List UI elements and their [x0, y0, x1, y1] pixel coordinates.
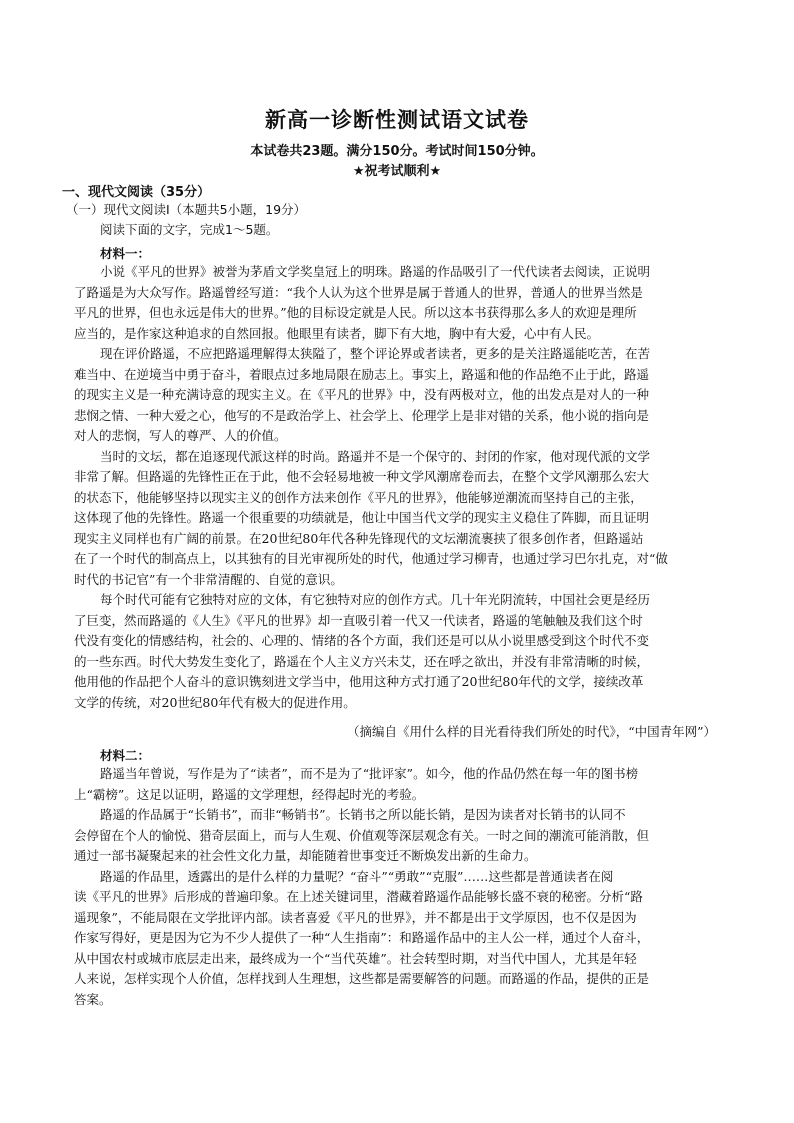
text-line: 作家写得好，更是因为它为不少人提供了一种“人生指南”：和路遥作品中的主人公一样，通过个人奋斗， — [74, 930, 650, 945]
text-line: 代没有变化的情感结构，社会的、心理的、情绪的各个方面，我们还是可以从小说里感受到这个时代不变 — [74, 633, 650, 648]
text-line: 答案。 — [74, 991, 112, 1007]
text-line: 他用他的作品把个人奋斗的意识镌刻进文学当中，他用这种方式打通了20世纪80年代的文学，接续改革 — [74, 674, 644, 689]
text-line: 在了一个时代的制高点上，以其独有的目光审视所处的时代，他通过学习柳青，也通过学习巴尔扎克，对“做 — [74, 551, 668, 566]
text-line: 小说《平凡的世界》被誉为茅盾文学奖皇冠上的明珠。路遥的作品吸引了一代代读者去阅读，正说明 — [100, 264, 651, 279]
text-line: 的一些东西。时代大势发生变化了，路遥在个人主义方兴未艾，还在呼之欲出，并没有非常清晰的时候， — [74, 653, 650, 669]
text-line: 通过一部书凝聚起来的社会性文化力量，却能随着世事变迁不断焕发出新的生命力。 — [74, 848, 537, 863]
text-line: 的状态下，他能够坚持以现实主义的创作方法来创作《平凡的世界》，他能够逆潮流而坚持自己的主张， — [74, 489, 643, 505]
text-line: 遥现象”，不能局限在文学批评内部。读者喜爱《平凡的世界》，并不都是出于文学原因，也不仅是因为 — [74, 909, 637, 925]
text-line: 人来说，怎样实现个人价值，怎样找到人生理想，这些都是需要解答的问题。而路遥的作品，提供的正是 — [74, 971, 650, 986]
text-line: 每个时代可能有它独特对应的文体，有它独特对应的创作方式。几十年光阴流转，中国社会更是经历 — [100, 592, 651, 607]
text-line: 上“霸榜”。这足以证明，路遥的文学理想，经得起时光的考验。 — [74, 786, 425, 802]
text-line: 会停留在个人的愉悦、猎奇层面上，而与人生观、价值观等深层观念有关。一时之间的潮流可能消散，但 — [74, 827, 650, 843]
subsection-heading: （一）现代文阅读Ⅰ（本题共5小题，19分） — [66, 202, 307, 217]
text-line: 应当的，是作家这种追求的自然回报。他眼里有读者，脚下有大地，胸中有大爱，心中有人民。 — [74, 325, 600, 341]
text-line: 文学的传统，对20世纪80年代有极大的促进作用。 — [74, 694, 356, 710]
text-line: 了路遥是为大众写作。路遥曾经写道：“我个人认为这个世界是属于普通人的世界，普通人的世界当然是 — [74, 284, 643, 300]
text-line: 路遥的作品里，透露出的是什么样的力量呢？“奋斗”“勇敢”“克服”……这些都是普通读者在阅 — [100, 868, 614, 884]
material-two-label: 材料二： — [100, 748, 151, 763]
text-line: 这体现了他的先锋性。路遥一个很重要的功绩就是，他让中国当代文学的现实主义稳住了阵脚，而且证明 — [74, 510, 650, 525]
text-line: 现实主义同样也有广阔的前景。在20世纪80年代各种先锋现代的文坛潮流裹挟了很多创作者，但路遥站 — [74, 530, 644, 546]
text-line: 读《平凡的世界》后形成的普遍印象。在上述关键词里，潜藏着路遥作品能够长盛不衰的秘密。分析“路 — [74, 889, 643, 904]
instruction: 阅读下面的文字，完成1～5题。 — [100, 222, 279, 237]
text-line: 现在评价路遥，不应把路遥理解得太狭隘了，整个评论界或者读者，更多的是关注路遥能吃苦，在苦 — [100, 346, 651, 361]
text-line: 平凡的世界，但也永远是伟大的世界。”他的目标设定就是人民。所以这本书获得那么多人的欢迎是理所 — [74, 305, 637, 320]
page-title: 新高一诊断性测试语文试卷 — [265, 108, 529, 132]
text-line: 路遥的作品属于“长销书”，而非“畅销书”。长销书之所以能长销，是因为读者对长销书的认同不 — [100, 807, 626, 822]
text-line: 时代的书记官”有一个非常清醒的、自觉的意识。 — [74, 571, 343, 587]
good-luck-line: ★祝考试顺利★ — [352, 164, 442, 179]
text-line: 非常了解。但路遥的先锋性正在于此，他不会轻易地被一种文学风潮席卷而去，在整个文学风潮那么宏大 — [74, 469, 650, 484]
exam-info: 本试卷共23题。满分150分。考试时间150分钟。 — [250, 144, 544, 159]
text-line: 了巨变，然而路遥的《人生》《平凡的世界》却一直吸引着一代又一代读者，路遥的笔触触及我们这个时 — [74, 612, 643, 628]
material-one-source: （摘编自《用什么样的目光看待我们所处的时代》，“中国青年网”） — [346, 724, 716, 739]
text-line: 对人的悲悯，写人的尊严、人的价值。 — [74, 428, 287, 443]
text-line: 的现实主义是一种充满诗意的现实主义。在《平凡的世界》中，没有两极对立，他的出发点是对人的一种 — [74, 387, 650, 402]
text-line: 从中国农村或城市底层走出来，最终成为一个“当代英雄”。社会转型时期，对当代中国人，尤其是年轻 — [74, 950, 637, 966]
text-line: 路遥当年曾说，写作是为了“读者”，而不是为了“批评家”。如今，他的作品仍然在每一年的图书榜 — [100, 766, 639, 781]
section-heading: 一、现代文阅读（35分） — [62, 185, 211, 200]
text-line: 悲悯之情、一种大爱之心，他写的不是政治学上、社会学上、伦理学上是非对错的关系，他小说的指向是 — [74, 407, 650, 423]
text-line: 当时的文坛，都在追逐现代派这样的时尚。路遥并不是一个保守的、封闭的作家，他对现代派的文学 — [100, 448, 651, 464]
text-line: 难当中、在逆境当中勇于奋斗，着眼点过多地局限在励志上。事实上，路遥和他的作品绝不止于此，路遥 — [74, 366, 650, 382]
material-one-label: 材料一： — [100, 246, 151, 261]
